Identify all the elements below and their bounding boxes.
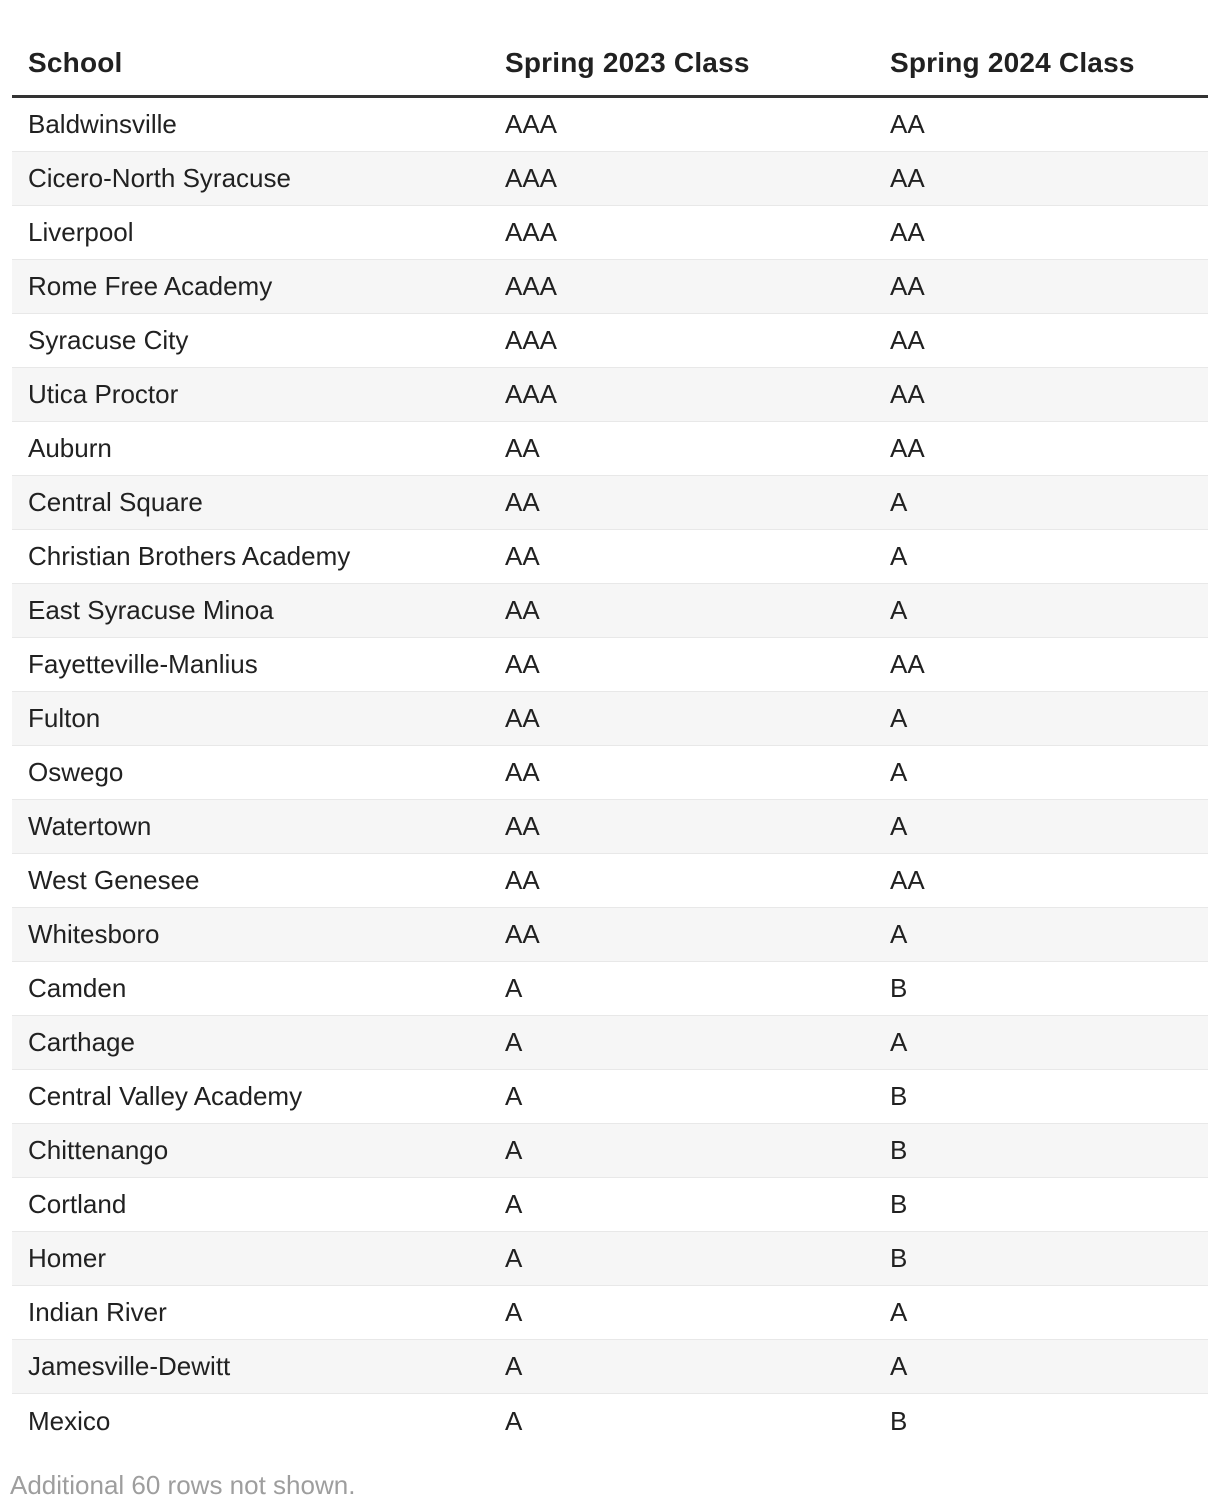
spring-2024-class-cell: AA	[890, 379, 925, 409]
spring-2023-class-cell: AA	[505, 541, 540, 571]
spring-2023-class-cell: AA	[505, 919, 540, 949]
spring-2024-class-cell: AA	[890, 865, 925, 895]
spring-2024-class-cell: B	[890, 1081, 908, 1111]
table-row	[12, 692, 1208, 746]
table-row	[12, 962, 1208, 1016]
spring-2024-class-cell: AA	[890, 271, 925, 301]
school-cell: Liverpool	[28, 217, 134, 247]
table-row	[12, 1070, 1208, 1124]
school-cell: Baldwinsville	[28, 109, 177, 139]
spring-2023-class-cell: AAA	[505, 109, 558, 139]
table-row	[12, 854, 1208, 908]
spring-2024-class-cell: A	[890, 757, 908, 787]
school-cell: Indian River	[28, 1297, 167, 1327]
spring-2024-class-cell: AA	[890, 217, 925, 247]
spring-2023-class-cell: A	[505, 973, 523, 1003]
school-cell: Whitesboro	[28, 919, 160, 949]
school-cell: Watertown	[28, 811, 152, 841]
spring-2024-class-cell: A	[890, 703, 908, 733]
table-row	[12, 800, 1208, 854]
spring-2023-class-cell: AAA	[505, 379, 558, 409]
table-row	[12, 422, 1208, 476]
spring-2024-class-cell: A	[890, 595, 908, 625]
school-cell: Syracuse City	[28, 325, 189, 355]
table-row	[12, 638, 1208, 692]
table-row	[12, 98, 1208, 152]
spring-2024-class-cell: A	[890, 1297, 908, 1327]
spring-2024-class-cell: B	[890, 1243, 908, 1273]
table-row	[12, 1340, 1208, 1394]
school-cell: Homer	[28, 1243, 107, 1273]
table-row	[12, 1178, 1208, 1232]
spring-2024-class-cell: AA	[890, 433, 925, 463]
table-row	[12, 260, 1208, 314]
classification-table	[12, 0, 1208, 1448]
school-cell: Utica Proctor	[28, 379, 179, 409]
spring-2023-class-cell: AA	[505, 487, 540, 517]
spring-2024-class-cell: AA	[890, 325, 925, 355]
spring-2024-class-cell: AA	[890, 649, 925, 679]
table-row	[12, 908, 1208, 962]
spring-2023-class-cell: AA	[505, 649, 540, 679]
table-row	[12, 1016, 1208, 1070]
spring-2023-class-cell: AA	[505, 865, 540, 895]
spring-2024-class-cell: AA	[890, 163, 925, 193]
spring-2023-class-cell: A	[505, 1081, 523, 1111]
column-header-school: School	[28, 47, 123, 78]
spring-2023-class-cell: A	[505, 1405, 523, 1436]
table-row	[12, 314, 1208, 368]
spring-2024-class-cell: A	[890, 811, 908, 841]
school-cell: Fayetteville-Manlius	[28, 649, 258, 679]
table-row	[12, 152, 1208, 206]
table-row	[12, 476, 1208, 530]
table-row	[12, 206, 1208, 260]
school-cell: Carthage	[28, 1027, 135, 1057]
spring-2023-class-cell: A	[505, 1297, 523, 1327]
school-cell: Oswego	[28, 757, 124, 787]
school-cell: Central Valley Academy	[28, 1081, 303, 1111]
spring-2023-class-cell: A	[505, 1351, 523, 1381]
school-cell: Central Square	[28, 487, 203, 517]
school-cell: Cortland	[28, 1189, 127, 1219]
table-row	[12, 1394, 1208, 1448]
spring-2023-class-cell: A	[505, 1243, 523, 1273]
spring-2023-class-cell: AAA	[505, 217, 558, 247]
spring-2023-class-cell: AAA	[505, 325, 558, 355]
table-row	[12, 1286, 1208, 1340]
spring-2023-class-cell: AA	[505, 703, 540, 733]
table-row	[12, 746, 1208, 800]
spring-2023-class-cell: AAA	[505, 163, 558, 193]
school-cell: Chittenango	[28, 1135, 169, 1165]
spring-2024-class-cell: B	[890, 973, 908, 1003]
table-body	[12, 98, 1208, 1448]
spring-2024-class-cell: B	[890, 1189, 908, 1219]
spring-2024-class-cell: A	[890, 487, 908, 517]
school-cell: East Syracuse Minoa	[28, 595, 274, 625]
table-row	[12, 368, 1208, 422]
school-cell: West Genesee	[28, 865, 200, 895]
spring-2023-class-cell: A	[505, 1189, 523, 1219]
table-row	[12, 584, 1208, 638]
spring-2024-class-cell: B	[890, 1135, 908, 1165]
spring-2023-class-cell: AA	[505, 757, 540, 787]
rows-not-shown-note: Additional 60 rows not shown.	[10, 1470, 356, 1500]
table-header-row	[12, 0, 1208, 98]
school-cell: Auburn	[28, 433, 112, 463]
spring-2024-class-cell: B	[890, 1405, 908, 1436]
spring-2023-class-cell: AA	[505, 811, 540, 841]
spring-2024-class-cell: A	[890, 919, 908, 949]
school-cell: Mexico	[28, 1405, 111, 1436]
column-header-spring-2024-class: Spring 2024 Class	[890, 47, 1135, 78]
spring-2024-class-cell: A	[890, 541, 908, 571]
spring-2024-class-cell: A	[890, 1027, 908, 1057]
table-row	[12, 1232, 1208, 1286]
school-cell: Fulton	[28, 703, 101, 733]
spring-2023-class-cell: A	[505, 1135, 523, 1165]
spring-2023-class-cell: A	[505, 1027, 523, 1057]
table-row	[12, 1124, 1208, 1178]
spring-2023-class-cell: AAA	[505, 271, 558, 301]
spring-2023-class-cell: AA	[505, 595, 540, 625]
column-header-spring-2023-class: Spring 2023 Class	[505, 47, 750, 78]
spring-2024-class-cell: AA	[890, 109, 925, 139]
school-cell: Cicero-North Syracuse	[28, 163, 291, 193]
school-cell: Christian Brothers Academy	[28, 541, 351, 571]
table-row	[12, 530, 1208, 584]
spring-2024-class-cell: A	[890, 1351, 908, 1381]
school-cell: Camden	[28, 973, 127, 1003]
school-cell: Rome Free Academy	[28, 271, 273, 301]
school-cell: Jamesville-Dewitt	[28, 1351, 231, 1381]
spring-2023-class-cell: AA	[505, 433, 540, 463]
